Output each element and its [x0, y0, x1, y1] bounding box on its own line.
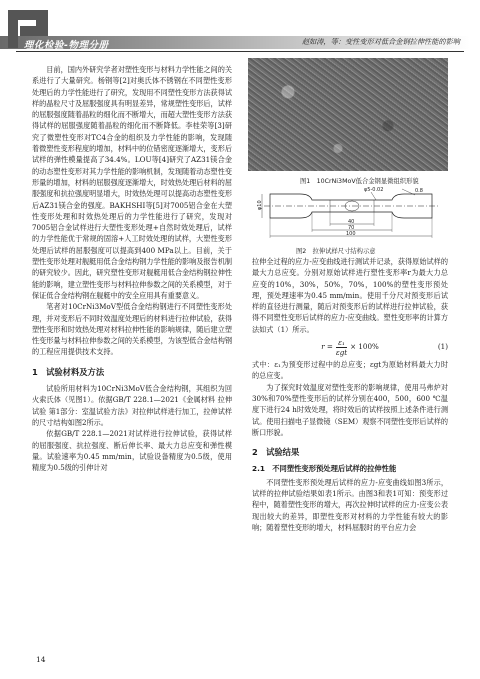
body-paragraph: 不同塑性变形预处理后试样的应力-应变曲线如图3所示，试样的拉伸试验结果如表1所示。由图3和表1可知：预变形过程中，随着塑性变形的增大，再次拉伸时试样的应力-应变公表现出较大的差异，即塑性变形对材料的力学性能有较大的影响；随着塑性变形的增大，材料屈服时的平台应力会: [252, 477, 448, 532]
running-title: 赵如涛，等：变性变形对低合金钢拉伸性能的影响: [301, 37, 460, 46]
figure1-caption: 图1 10CrNi3MoV低合金钢显微组织形貌: [300, 178, 419, 185]
specimen-drawing: [252, 184, 448, 242]
body-paragraph: 为了探究时效温度对塑性变形的影响规律，使用马弗炉对30%和70%塑性变形后的试样分别在400，500，600 ℃温度下进行24 h时效处理，将时效后的试样按照上述条件进行测试。使用扫描电子显微镜（SEM）观察不同塑性变形后试样的断口形貌。: [252, 382, 448, 437]
body-paragraph: 依据GB/T 228.1—2021对试样进行拉伸试验，获得试样的屈服强度、抗拉强度、断后伸长率、最大力总应变和弹性模量。试验速率为0.45 mm/min，试验设备精度为0.5级，使用精度为0.5级的引伸计对: [32, 429, 232, 473]
right-column: [252, 256, 448, 533]
section-title: 1 试验材料及方法: [32, 366, 105, 377]
microstructure-image: [248, 58, 448, 171]
body-paragraph: 式中：ε₁为预变形过程中的总应变；εgt为原始材料最大力时的总应变。: [252, 360, 448, 381]
figure2-caption: 图2 拉伸试样尺寸结构示意: [296, 248, 376, 255]
equation-numerator: ε₁: [338, 337, 345, 347]
equation-lhs: r =: [321, 342, 333, 352]
dim-parallel-length: 70: [348, 225, 355, 231]
subsection-title: 2.1 不同塑性变形预处理后试样的拉伸性能: [252, 464, 397, 474]
section-title: 2 试验结果: [252, 447, 300, 458]
dim-total-length: 100: [346, 231, 356, 237]
dim-grip-diameter: φ10: [257, 200, 263, 210]
body-paragraph: 目前，国内外研究学者对塑性变形与材料力学性能之间的关系进行了大量研究。杨钢等[2]对奥氏体不锈钢在不同塑性变形处理后的力学性能进行了研究，发现用不同塑性变形方法获得试样的晶粒尺寸及屈服强度具有明显差异，常规塑性变形后，试样的屈服强度随着晶粒的细化而不断增大，而超大塑性变形方法获得试样的屈服强度随着晶粒的细化而不断降低。李桂荣等[3]研究了微塑性变形对TC4合金的组织及力学性能的影响，发现随着微塑性变形程度的增加，材料中的位错密度逐渐增大，变形后试样的弹性模量提高了34.4%。LOU等[4]研究了AZ31镁合金的动态塑性变形对其力学性能的影响机制，发现随着动态塑性变形量的增加，材料的屈服强度逐渐增大，时效热处理后材料的屈服强度和抗拉强度明显增大，时效热处理可以提高动态塑性变形后AZ31镁合金的强度。BAKHSHI等[5]对7005铝合金在大塑性变形处理和时效热处理后的力学性能进行了研究，发现对7005铝合金试样进行大塑性变形处理+自然时效处理后，试样的力学性能优于常规的固溶+人工时效处理的试样，大塑性变形处理后试样的屈服强度可以提高到400 MPa以上。目前，关于塑性变形处理对舰艇用低合金结构钢力学性能的影响及报告机制的研究较少。因此，研究塑性变形对舰艇用低合金结构钢拉伸性能的影响，建立塑性变形与材料拉伸参数之间的关系模型，对于保证低合金结构钢在舰艇中的安全应用具有重要意义。: [32, 65, 232, 300]
body-paragraph: 拉伸全过程的应力-应变曲线进行测试并记录，获得原始试样的最大力总应变。分别对原始试样进行塑性变形率r为最大力总应变的10%，30%，50%，70%，100%的塑性变形预处理，预处理速率为0.45 mm/min。使用千分尺对预变形后试样的直径进行测量，随后对预变形后的试样进行拉伸试验，获得不同塑性变形后试样的应力-应变曲线。塑性变形率的计算方法如式（1）所示。: [252, 257, 448, 334]
dim-gauge-length: 40: [348, 219, 355, 225]
equation-1: [252, 337, 448, 357]
body-paragraph: 试验所用材料为10CrNi3MoV低合金结构钢，其组织为回火索氏体（见图1）。依据GB/T 228.1—2021《金属材料 拉伸试验 第1部分：室温试验方法》对拉伸试样进行加工，拉伸试样的尺寸结构如图2所示。: [32, 384, 232, 427]
equation-fraction: [336, 338, 347, 357]
equation-rhs: × 100%: [350, 342, 379, 352]
equation-denominator: εgt: [335, 347, 348, 357]
equation-number: (1): [437, 342, 448, 352]
body-paragraph: 笔者对10CrNi3MoV型低合金结构钢进行不同塑性变形处理，并对变形后不同时效温度处理后的材料进行拉伸试验，获得塑性变形和时效热处理对材料拉伸性能的影响规律，随后建立塑性变形量与材料拉伸参数之间的关系模型，为该型低合金结构钢的工程应用提供技术支持。: [32, 302, 232, 357]
page-number: 14: [36, 655, 46, 664]
dim-gauge-diameter: φ5-0.02: [364, 187, 384, 193]
left-column: [32, 64, 232, 473]
dim-chamfer: 0.8: [415, 188, 423, 194]
header-rule: [16, 51, 464, 52]
journal-name: 理化检验-物理分册: [24, 40, 109, 51]
page-header: [0, 0, 480, 54]
